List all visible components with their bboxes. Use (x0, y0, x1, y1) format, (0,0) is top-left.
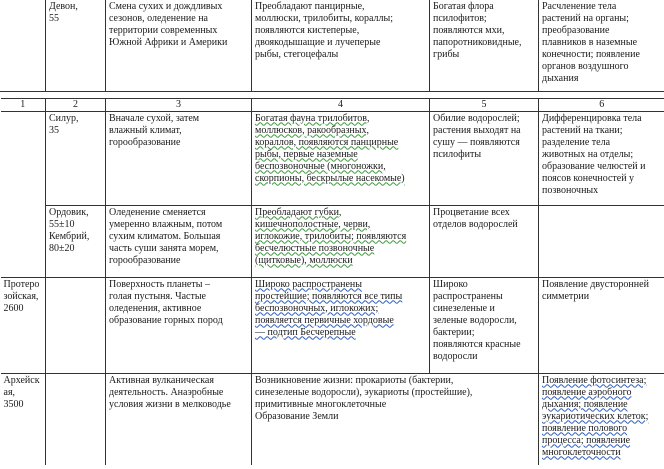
cell-period: Ордовик, 55±10 Кембрий, 80±20 (46, 205, 106, 277)
cell-climate: Смена сухих и дождливых сезонов, оледенение на территории современных Южной Африки и Америки (106, 0, 252, 91)
cell-flora: Процветание всех отделов водорослей (430, 205, 539, 277)
cell-period: Силур, 35 (46, 111, 106, 205)
cell-climate: Вначале сухой, затем влажный климат, горообразование (106, 111, 252, 205)
cell-era: Протеро зойская, 2600 (1, 277, 46, 373)
cell-climate: Оледенение сменяется умеренно влажным, потом сухим климатом. Большая часть суши занята морем, горообразование (106, 205, 252, 277)
cell-fauna: Преобладают губки, кишечнополостные, черви, иглокожие, трилобиты; появляются бесчелюстные позвоночные (щитковые), моллюски (252, 205, 430, 277)
table-gap (1, 91, 664, 98)
cell-era (1, 0, 46, 91)
cell-fauna: Богатая фауна трилобитов, моллюсков, ракообразных, кораллов, появляются панцирные рыбы, первые наземные беспозвоночные (многоножки, скорпионы, бескрылые насекомые) (252, 111, 430, 205)
cell-fauna: Возникновение жизни: прокариоты (бактерии, синезеленые водоросли), эукариоты (простейшие), примитивные многоклеточные Образование Земли (252, 373, 539, 465)
cell-climate: Активная вулканическая деятельность. Анаэробные условия жизни в мелководье (106, 373, 252, 465)
cell-flora: Широко распространены синезеленые и зеленые водоросли, бактерии; появляются красные водоросли (430, 277, 539, 373)
cell-aromorphoses: Появление фотосинтеза; появление аэробного дыхания; появление эукариотических клеток; появление полового процесса; появление многоклеточности (539, 373, 664, 465)
cell-period (46, 373, 106, 465)
cell-era (1, 205, 46, 277)
cell-aromorphoses (539, 205, 664, 277)
column-number: 1 (1, 98, 46, 111)
column-number: 6 (539, 98, 664, 111)
cell-fauna: Преобладают панцирные, моллюски, трилобиты, кораллы; появляются кистеперые, двоякодышащие и лучеперые рыбы, стегоцефалы (252, 0, 430, 91)
row-ordovik-kembriy (1, 205, 664, 277)
row-devon (1, 0, 664, 91)
cell-aromorphoses: Появление двусторонней симметрии (539, 277, 664, 373)
cell-aromorphoses: Расчленение тела растений на органы; преобразование плавников в наземные конечности; появление органов воздушного дыхания (539, 0, 664, 91)
column-number: 5 (430, 98, 539, 111)
cell-period: Девон, 55 (46, 0, 106, 91)
row-archean (1, 373, 664, 465)
row-silur (1, 111, 664, 205)
cell-flora: Богатая флора псилофитов; появляются мхи, папоротниковидные, грибы (430, 0, 539, 91)
cell-period (46, 277, 106, 373)
cell-era (1, 111, 46, 205)
cell-aromorphoses: Дифференцировка тела растений на ткани; разделение тела животных на отделы; образование челюстей и поясов конечностей у позвоночных (539, 111, 664, 205)
column-numbers-row (1, 98, 664, 111)
cell-climate: Поверхность планеты – голая пустыня. Частые оледенения, активное образование горных пород (106, 277, 252, 373)
column-number: 4 (252, 98, 430, 111)
column-number: 3 (106, 98, 252, 111)
column-number: 2 (46, 98, 106, 111)
row-proterozoic (1, 277, 664, 373)
cell-era: Архейск ая, 3500 (1, 373, 46, 465)
cell-flora: Обилие водорослей; растения выходят на сушу — появляются псилофиты (430, 111, 539, 205)
cell-fauna: Широко распространены простейшие; появляются все типы беспозвоночных, иглокожих; появляется первичные хордовые — подтип Бесчерепные (252, 277, 430, 373)
